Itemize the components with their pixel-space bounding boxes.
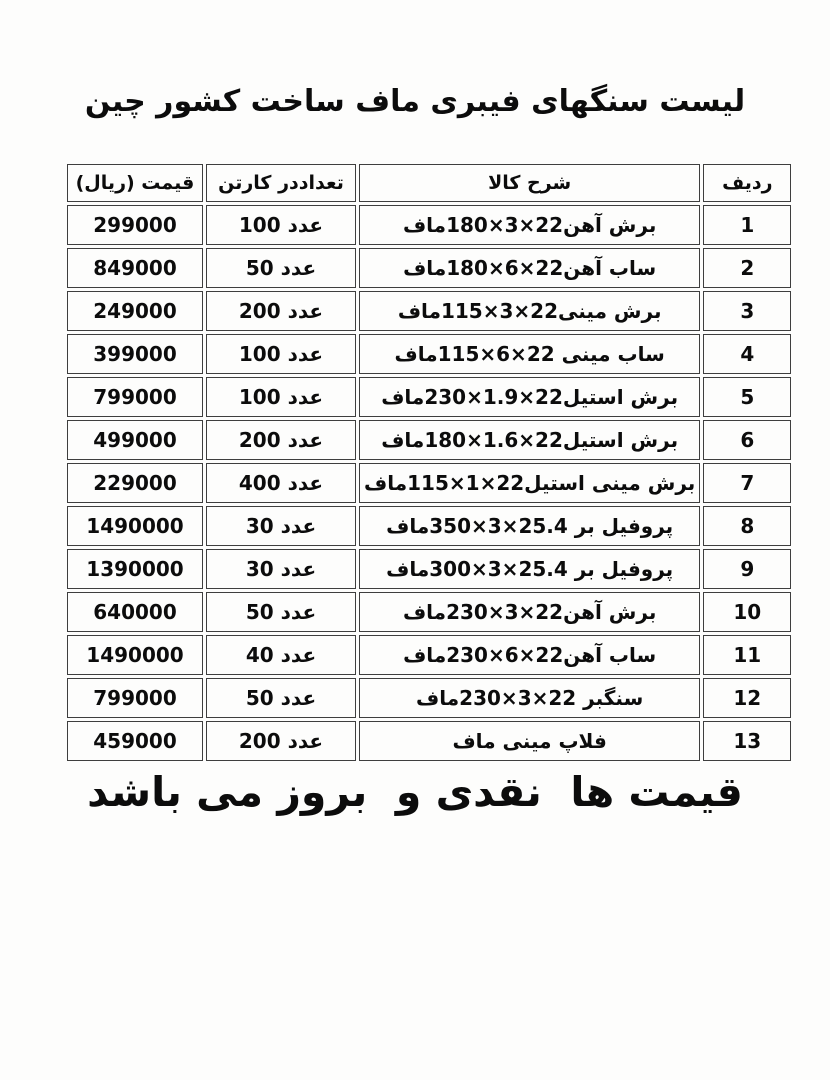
header-price-rial: قیمت (ریال) bbox=[67, 164, 203, 202]
table-row bbox=[67, 592, 791, 632]
header-row bbox=[67, 164, 791, 202]
cell-price: 799000 bbox=[67, 377, 203, 417]
cell-qty-per-carton: 30 عدد bbox=[206, 506, 356, 546]
table-row bbox=[67, 291, 791, 331]
cell-price: 640000 bbox=[67, 592, 203, 632]
cell-price: 1390000 bbox=[67, 549, 203, 589]
cell-price: 459000 bbox=[67, 721, 203, 761]
cell-qty-per-carton: 100 عدد bbox=[206, 377, 356, 417]
cell-row-number: 11 bbox=[703, 635, 791, 675]
cell-description: برش مینی استیل22×1×115ماف bbox=[359, 463, 700, 503]
cell-qty-per-carton: 100 عدد bbox=[206, 334, 356, 374]
table-row bbox=[67, 549, 791, 589]
table-row bbox=[67, 678, 791, 718]
cell-row-number: 9 bbox=[703, 549, 791, 589]
header-row-number: ردیف bbox=[703, 164, 791, 202]
cell-row-number: 2 bbox=[703, 248, 791, 288]
cell-row-number: 4 bbox=[703, 334, 791, 374]
table-row bbox=[67, 248, 791, 288]
cell-row-number: 12 bbox=[703, 678, 791, 718]
cell-description: پروفیل بر 25.4×3×350ماف bbox=[359, 506, 700, 546]
table-row bbox=[67, 506, 791, 546]
cell-description: ساب آهن22×6×180ماف bbox=[359, 248, 700, 288]
cell-description: برش استیل22×1.6×180ماف bbox=[359, 420, 700, 460]
cell-description: فلاپ مینی ماف bbox=[359, 721, 700, 761]
header-qty-per-carton: تعداددر کارتن bbox=[206, 164, 356, 202]
table-row bbox=[67, 205, 791, 245]
cell-qty-per-carton: 50 عدد bbox=[206, 248, 356, 288]
cell-description: برش مینی22×3×115ماف bbox=[359, 291, 700, 331]
table-row bbox=[67, 463, 791, 503]
price-table-head bbox=[67, 164, 791, 202]
cell-row-number: 8 bbox=[703, 506, 791, 546]
footer-note: قیمت ها نقدی و بروز می باشد bbox=[87, 768, 743, 816]
cell-price: 249000 bbox=[67, 291, 203, 331]
cell-description: برش استیل22×1.9×230ماف bbox=[359, 377, 700, 417]
cell-qty-per-carton: 50 عدد bbox=[206, 678, 356, 718]
cell-qty-per-carton: 100 عدد bbox=[206, 205, 356, 245]
cell-price: 299000 bbox=[67, 205, 203, 245]
page-title: لیست سنگهای فیبری ماف ساخت کشور چین bbox=[84, 84, 746, 119]
cell-row-number: 6 bbox=[703, 420, 791, 460]
cell-qty-per-carton: 200 عدد bbox=[206, 291, 356, 331]
cell-row-number: 5 bbox=[703, 377, 791, 417]
cell-row-number: 10 bbox=[703, 592, 791, 632]
cell-price: 1490000 bbox=[67, 635, 203, 675]
cell-description: برش آهن22×3×180ماف bbox=[359, 205, 700, 245]
table-row bbox=[67, 334, 791, 374]
cell-row-number: 7 bbox=[703, 463, 791, 503]
cell-price: 849000 bbox=[67, 248, 203, 288]
cell-row-number: 1 bbox=[703, 205, 791, 245]
cell-price: 799000 bbox=[67, 678, 203, 718]
cell-price: 399000 bbox=[67, 334, 203, 374]
cell-qty-per-carton: 200 عدد bbox=[206, 420, 356, 460]
cell-price: 229000 bbox=[67, 463, 203, 503]
cell-description: ساب مینی 22×6×115ماف bbox=[359, 334, 700, 374]
price-table bbox=[64, 161, 794, 764]
cell-qty-per-carton: 50 عدد bbox=[206, 592, 356, 632]
cell-qty-per-carton: 30 عدد bbox=[206, 549, 356, 589]
cell-description: برش آهن22×3×230ماف bbox=[359, 592, 700, 632]
cell-qty-per-carton: 200 عدد bbox=[206, 721, 356, 761]
price-table-body bbox=[67, 205, 791, 761]
cell-description: ساب آهن22×6×230ماف bbox=[359, 635, 700, 675]
cell-qty-per-carton: 400 عدد bbox=[206, 463, 356, 503]
table-row bbox=[67, 635, 791, 675]
header-description: شرح کالا bbox=[359, 164, 700, 202]
table-row bbox=[67, 420, 791, 460]
table-row bbox=[67, 377, 791, 417]
cell-row-number: 3 bbox=[703, 291, 791, 331]
table-row bbox=[67, 721, 791, 761]
cell-description: پروفیل بر 25.4×3×300ماف bbox=[359, 549, 700, 589]
cell-price: 1490000 bbox=[67, 506, 203, 546]
cell-row-number: 13 bbox=[703, 721, 791, 761]
cell-qty-per-carton: 40 عدد bbox=[206, 635, 356, 675]
cell-description: سنگبر 22×3×230ماف bbox=[359, 678, 700, 718]
cell-price: 499000 bbox=[67, 420, 203, 460]
